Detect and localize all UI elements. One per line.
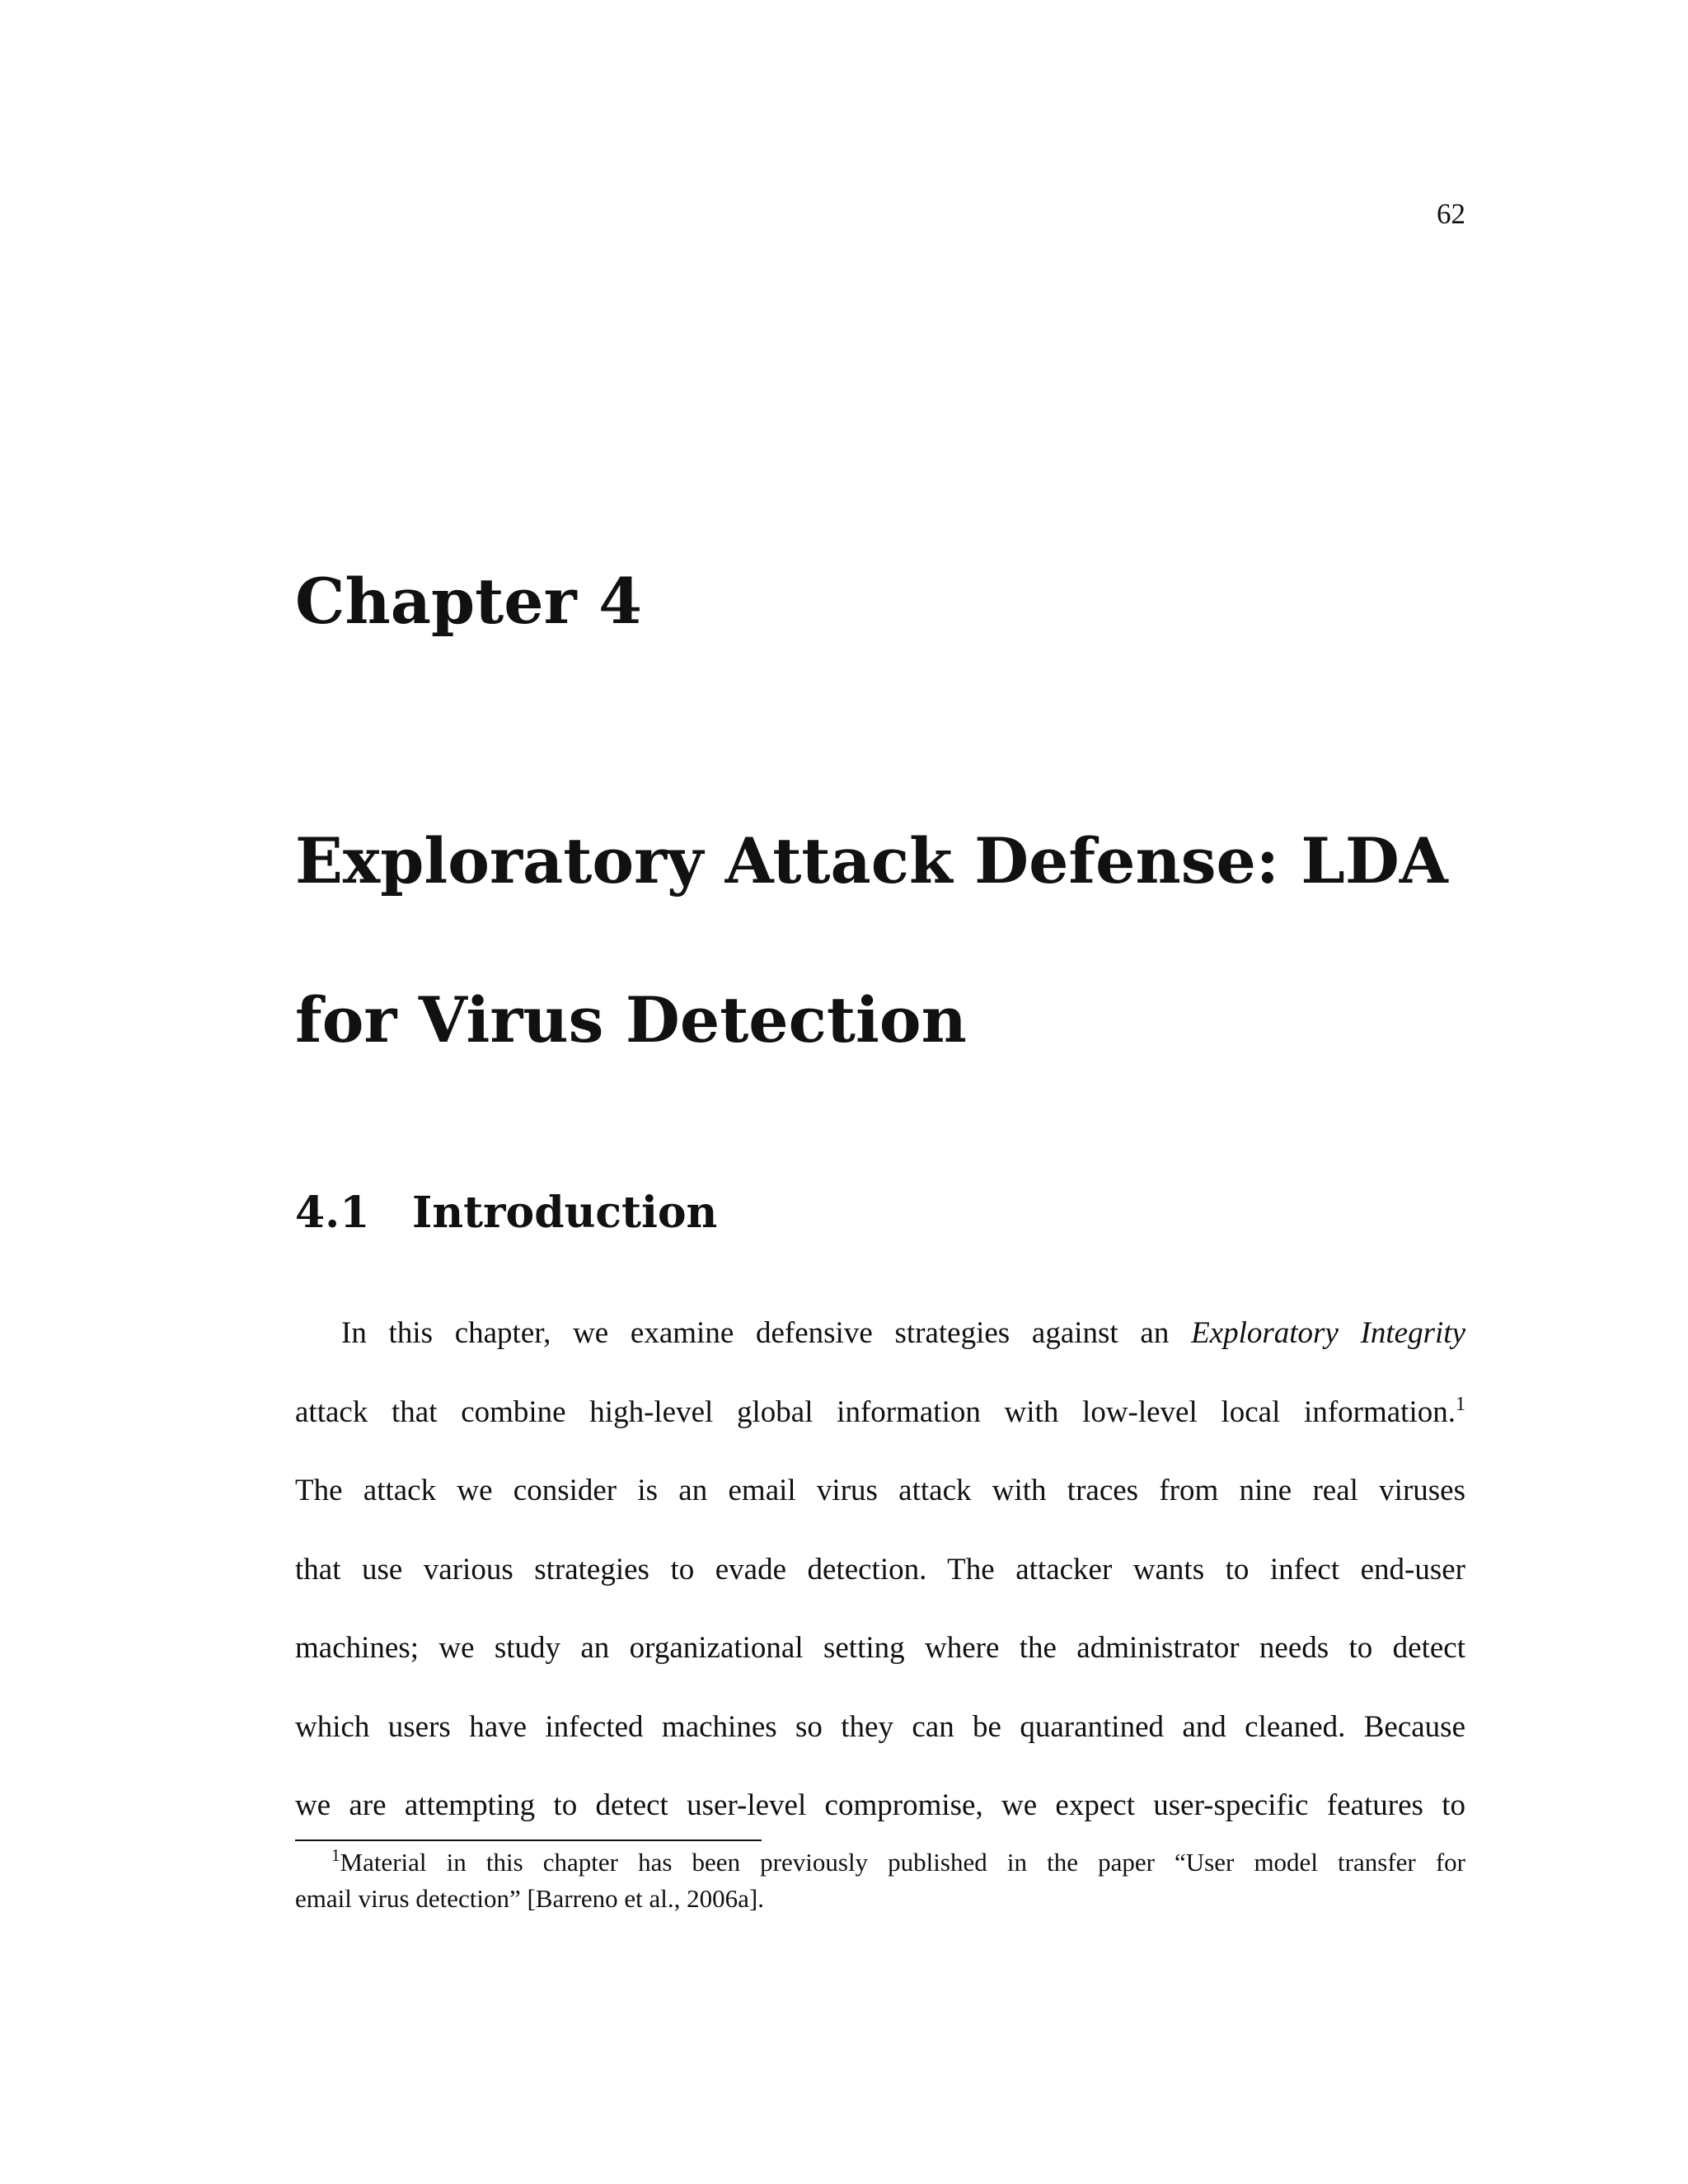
body-line (295, 1390, 1465, 1469)
footnote-text: Material in this chapter has been previously published in the paper “User model transfer for (340, 1848, 1465, 1877)
body-line-text: attack that combine high-level global information with low-level local information. (295, 1394, 1456, 1429)
footnote-marker: 1 (1456, 1393, 1465, 1415)
body-paragraph (295, 1310, 1465, 1862)
footnote-mark: 1 (331, 1845, 340, 1865)
body-line: machines; we study an organizational setting where the administrator needs to detect (295, 1631, 1465, 1665)
body-line (295, 1310, 1465, 1390)
body-line: which users have infected machines so they can be quarantined and cleaned. Because (295, 1709, 1465, 1744)
chapter-title (295, 781, 1465, 1099)
body-line: The attack we consider is an email virus attack with traces from nine real viruses (295, 1474, 1465, 1507)
footnote-line: email virus detection” [Barreno et al., 2006a]. (295, 1884, 764, 1913)
body-line: we are attempting to detect user-level compromise, we expect user-specific features to (295, 1788, 1465, 1822)
footnote-line (295, 1844, 1465, 1881)
chapter-label: Chapter 4 (295, 565, 642, 638)
footnote-rule (295, 1840, 762, 1841)
body-line: that use various strategies to evade detection. The attacker wants to infect end-user (295, 1552, 1465, 1586)
section-number: 4.1 (295, 1188, 370, 1238)
section-heading (295, 1187, 717, 1240)
page-number: 62 (1437, 198, 1465, 230)
chapter-title-line: Exploratory Attack Defense: LDA (295, 824, 1448, 898)
body-line-text: In this chapter, we examine defensive strategies against an (341, 1316, 1170, 1350)
italic-term: Exploratory Integrity (1191, 1316, 1465, 1350)
chapter-title-line: for Virus Detection (295, 983, 967, 1057)
footnote (295, 1844, 1465, 1917)
section-title: Introduction (412, 1188, 718, 1238)
